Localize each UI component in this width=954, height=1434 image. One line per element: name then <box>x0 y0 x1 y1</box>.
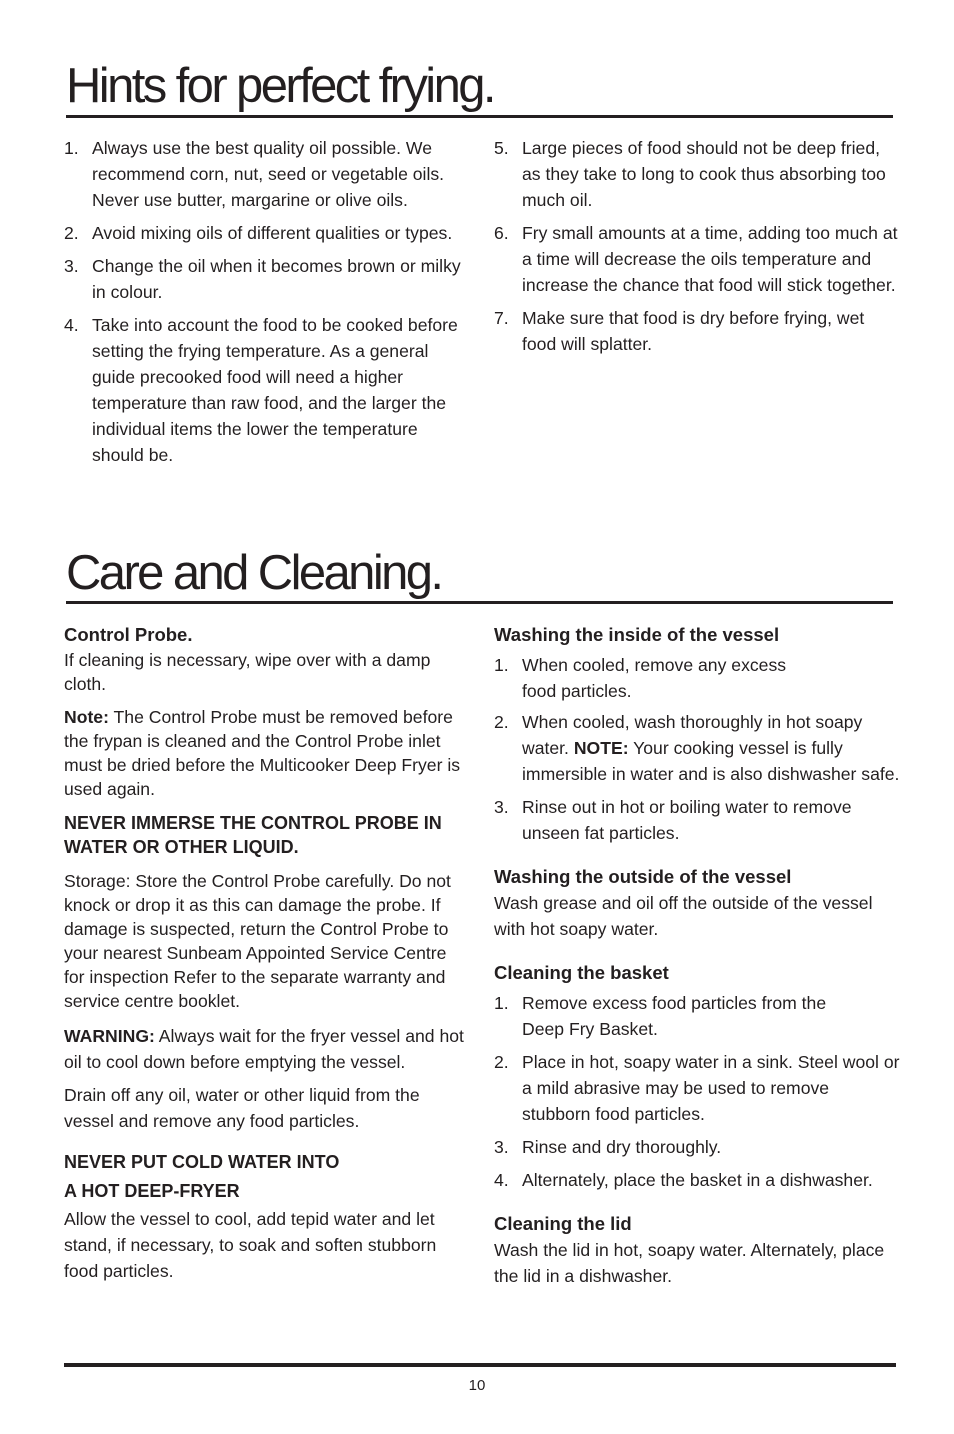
inside-item-1: 1. When cooled, remove any excess food particles. <box>494 655 787 701</box>
hint-item-6: 6. Fry small amounts at a time, adding too much at a time will decrease the oils temperature and increase the chance that food will stick together. <box>494 223 898 295</box>
footer-rule <box>64 1363 896 1367</box>
hint-item-text: Change the oil when it becomes brown or milky in colour. <box>92 256 461 302</box>
hints-title-rule <box>66 115 893 118</box>
control-probe-heading: Control Probe. <box>64 624 193 645</box>
care-title-rule <box>66 601 893 604</box>
basket-item-3: 3. Rinse and dry thoroughly. <box>494 1137 722 1157</box>
note-label: Note: <box>64 707 109 727</box>
hint-item-text: Large pieces of food should not be deep fried, as they take to long to cook thus absorbing too much oil. <box>522 138 886 210</box>
hints-left-column <box>64 135 464 468</box>
warning-text: Always wait for the fryer vessel and hot oil to cool down before emptying the vessel. <box>64 1026 464 1072</box>
drain-text: Drain off any oil, water or other liquid from the vessel and remove any food particles. <box>64 1085 420 1131</box>
inside-vessel-heading: Washing the inside of the vessel <box>494 624 780 645</box>
hint-item-2: 2. Avoid mixing oils of different qualities or types. <box>64 223 453 243</box>
hint-item-7: 7. Make sure that food is dry before frying, wet food will splatter. <box>494 308 865 354</box>
storage-text: Storage: Store the Control Probe carefully. Do not knock or drop it as this can damage the probe. If damage is suspected, return the Control Probe to your nearest Sunbeam Appointed Service Centre for inspection Refer to the separate warranty and service centre booklet. <box>64 871 451 1011</box>
hint-item-text: Take into account the food to be cooked before setting the frying temperature. As a general guide precooked food will need a higher temperature than raw food, and the larger the individual items the lower the temperature should be. <box>92 315 458 465</box>
cold-water-text: Allow the vessel to cool, add tepid water and let stand, if necessary, to soak and soften stubborn food particles. <box>64 1209 437 1281</box>
outside-vessel-heading: Washing the outside of the vessel <box>494 866 792 887</box>
hint-item-3: 3. Change the oil when it becomes brown or milky in colour. <box>64 256 461 302</box>
hint-item-5: 5. Large pieces of food should not be deep fried, as they take to long to cook thus absorbing too much oil. <box>494 138 886 210</box>
control-probe-text: If cleaning is necessary, wipe over with a damp cloth. <box>64 650 431 694</box>
care-title: Care and Cleaning. <box>66 546 442 600</box>
lid-heading: Cleaning the lid <box>494 1213 632 1234</box>
inside-item-3: 3. Rinse out in hot or boiling water to remove unseen fat particles. <box>494 797 852 843</box>
hints-right-column <box>494 135 898 357</box>
outside-vessel-text: Wash grease and oil off the outside of the vessel with hot soapy water. <box>494 893 873 939</box>
note-text: The Control Probe must be removed before the frypan is cleaned and the Control Probe inlet must be dried before the Multicooker Deep Fryer is used again. <box>64 707 461 799</box>
hint-item-text: Make sure that food is dry before frying, wet food will splatter. <box>522 308 865 354</box>
care-right-column <box>494 622 902 1289</box>
care-left-column <box>64 622 469 1284</box>
basket-item-2: 2. Place in hot, soapy water in a sink. Steel wool or a mild abrasive may be used to remove stubborn food particles. <box>494 1052 900 1124</box>
hints-title: Hints for perfect frying. <box>66 59 494 113</box>
basket-list <box>494 990 902 1193</box>
immerse-warning: NEVER IMMERSE THE CONTROL PROBE IN WATER OR OTHER LIQUID. <box>64 813 442 857</box>
inside-vessel-list <box>494 652 902 846</box>
basket-item-4: 4. Alternately, place the basket in a dishwasher. <box>494 1170 873 1190</box>
hint-item-text: Fry small amounts at a time, adding too much at a time will decrease the oils temperature and increase the chance that food will stick together. <box>522 223 898 295</box>
basket-item-1: 1. Remove excess food particles from the Deep Fry Basket. <box>494 993 827 1039</box>
hint-item-text: Avoid mixing oils of different qualities or types. <box>92 223 453 243</box>
page-number: 10 <box>468 1377 486 1394</box>
warning-label: WARNING: <box>64 1026 155 1046</box>
cold-water-warning: NEVER PUT COLD WATER INTO A HOT DEEP-FRYER <box>64 1152 340 1201</box>
hint-item-4: 4. Take into account the food to be cooked before setting the frying temperature. As a general guide precooked food will need a higher temperature than raw food, and the larger the individual items the lower the temperature should be. <box>64 315 458 465</box>
inside-item-2: 2. When cooled, wash thoroughly in hot soapy water. NOTE: Your cooking vessel is fully immersible in water and is also dishwasher safe. <box>494 712 900 784</box>
basket-heading: Cleaning the basket <box>494 962 669 983</box>
hint-item-1: 1. Always use the best quality oil possible. We recommend corn, nut, seed or vegetable oils. Never use butter, margarine or olive oils. <box>64 138 445 210</box>
lid-text: Wash the lid in hot, soapy water. Alternately, place the lid in a dishwasher. <box>494 1240 885 1286</box>
warning-paragraph <box>64 1023 469 1075</box>
control-probe-note <box>64 705 469 801</box>
hint-item-text: Always use the best quality oil possible. We recommend corn, nut, seed or vegetable oils. Never use butter, margarine or olive oils. <box>92 138 445 210</box>
